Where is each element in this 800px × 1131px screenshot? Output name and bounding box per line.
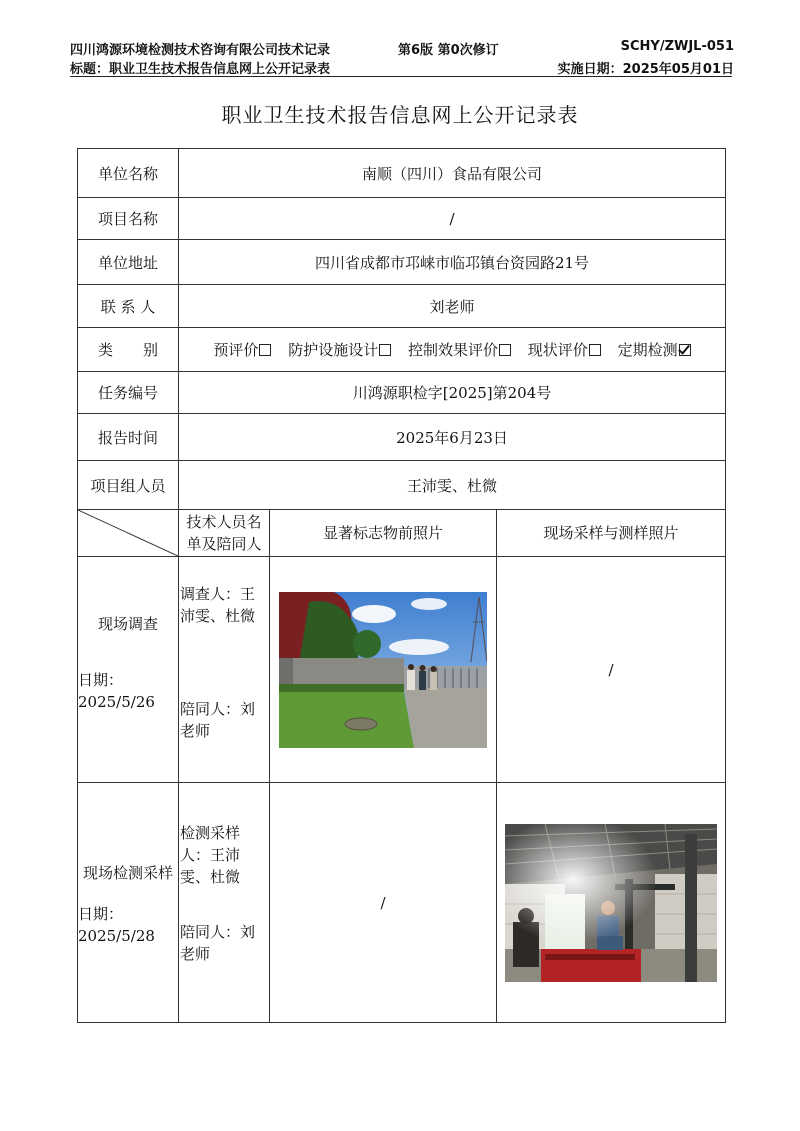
row-address: [78, 240, 726, 285]
landmark-photo-column-header: 显著标志物前照片: [270, 510, 497, 557]
members-value: 王沛雯、杜微: [179, 461, 726, 510]
site-entrance-photo: [279, 592, 487, 748]
diagonal-line: [78, 510, 178, 556]
address-value: 四川省成都市邛崃市临邛镇台资园路21号: [179, 240, 726, 285]
category-option-periodic-testing[interactable]: 定期检测: [618, 341, 691, 359]
header-divider: [70, 76, 732, 77]
unit-name-value: 南顺（四川）食品有限公司: [179, 149, 726, 198]
sampling-photo-column-header: 现场采样与测样照片: [497, 510, 726, 557]
row-report-time: [78, 414, 726, 461]
sampling-photo-cell: [497, 783, 726, 1023]
photo-header-row: [78, 510, 726, 557]
effective-date: 实施日期：2025年05月01日: [557, 62, 734, 77]
staff-column-header: 技术人员名 单及陪同人: [179, 510, 270, 557]
survey-stage-cell: [78, 557, 179, 783]
survey-sampling-photo-cell: /: [497, 557, 726, 783]
sampling-landmark-photo-cell: /: [270, 783, 497, 1023]
company-record-title: 四川鸿源环境检测技术咨询有限公司技术记录: [70, 43, 331, 58]
category-option-status-evaluation[interactable]: 现状评价: [528, 341, 601, 359]
project-name-label: 项目名称: [78, 198, 179, 240]
row-project-name: [78, 198, 726, 240]
contact-label: 联 系 人: [78, 285, 179, 328]
unit-name-label: 单位名称: [78, 149, 179, 198]
version-info: 第6版 第0次修订: [398, 43, 499, 58]
sampling-row: [78, 783, 726, 1023]
checkbox-icon[interactable]: [589, 344, 601, 356]
checkbox-icon[interactable]: [259, 344, 271, 356]
survey-investigator: 调查人：王沛雯、杜微: [180, 585, 256, 625]
record-table: [77, 148, 726, 1023]
checkbox-icon[interactable]: [499, 344, 511, 356]
survey-date: 日期： 2025/5/26: [78, 671, 155, 711]
sampling-stage-cell: [78, 783, 179, 1023]
task-no-value: 川鸿源职检字[2025]第204号: [179, 372, 726, 414]
survey-landmark-photo-cell: [270, 557, 497, 783]
page-title: 职业卫生技术报告信息网上公开记录表: [221, 103, 579, 127]
survey-companion: 陪同人：刘老师: [180, 700, 256, 740]
sampling-companion: 陪同人：刘老师: [180, 923, 256, 963]
contact-value: 刘老师: [179, 285, 726, 328]
sampling-stage-title: 现场检测采样: [82, 864, 173, 882]
report-time-value: 2025年6月23日: [179, 414, 726, 461]
checkbox-icon[interactable]: [379, 344, 391, 356]
row-task-no: [78, 372, 726, 414]
document-subject: 标题：职业卫生技术报告信息网上公开记录表: [70, 62, 331, 77]
document-code: SCHY/ZWJL-051: [620, 39, 734, 54]
sampling-staff: 检测采样人：王沛雯、杜微: [180, 824, 241, 886]
row-contact: [78, 285, 726, 328]
task-no-label: 任务编号: [78, 372, 179, 414]
survey-staff-cell: [179, 557, 270, 783]
address-label: 单位地址: [78, 240, 179, 285]
category-options: [179, 328, 726, 372]
checkbox-checked-icon[interactable]: [679, 344, 691, 356]
sampling-staff-cell: [179, 783, 270, 1023]
survey-stage-title: 现场调查: [97, 615, 158, 633]
members-label: 项目组人员: [78, 461, 179, 510]
category-option-protection-design[interactable]: 防护设施设计: [288, 341, 391, 359]
row-unit-name: [78, 149, 726, 198]
diagonal-header-cell: [78, 510, 179, 557]
survey-row: [78, 557, 726, 783]
project-name-value: /: [179, 198, 726, 240]
report-time-label: 报告时间: [78, 414, 179, 461]
row-members: [78, 461, 726, 510]
warehouse-sampling-photo: [505, 824, 717, 982]
row-category: [78, 328, 726, 372]
sampling-date: 日期： 2025/5/28: [78, 905, 155, 945]
category-label: 类 别: [78, 328, 179, 372]
category-option-pre-evaluation[interactable]: 预评价: [213, 341, 271, 359]
category-option-control-effect[interactable]: 控制效果评价: [408, 341, 511, 359]
